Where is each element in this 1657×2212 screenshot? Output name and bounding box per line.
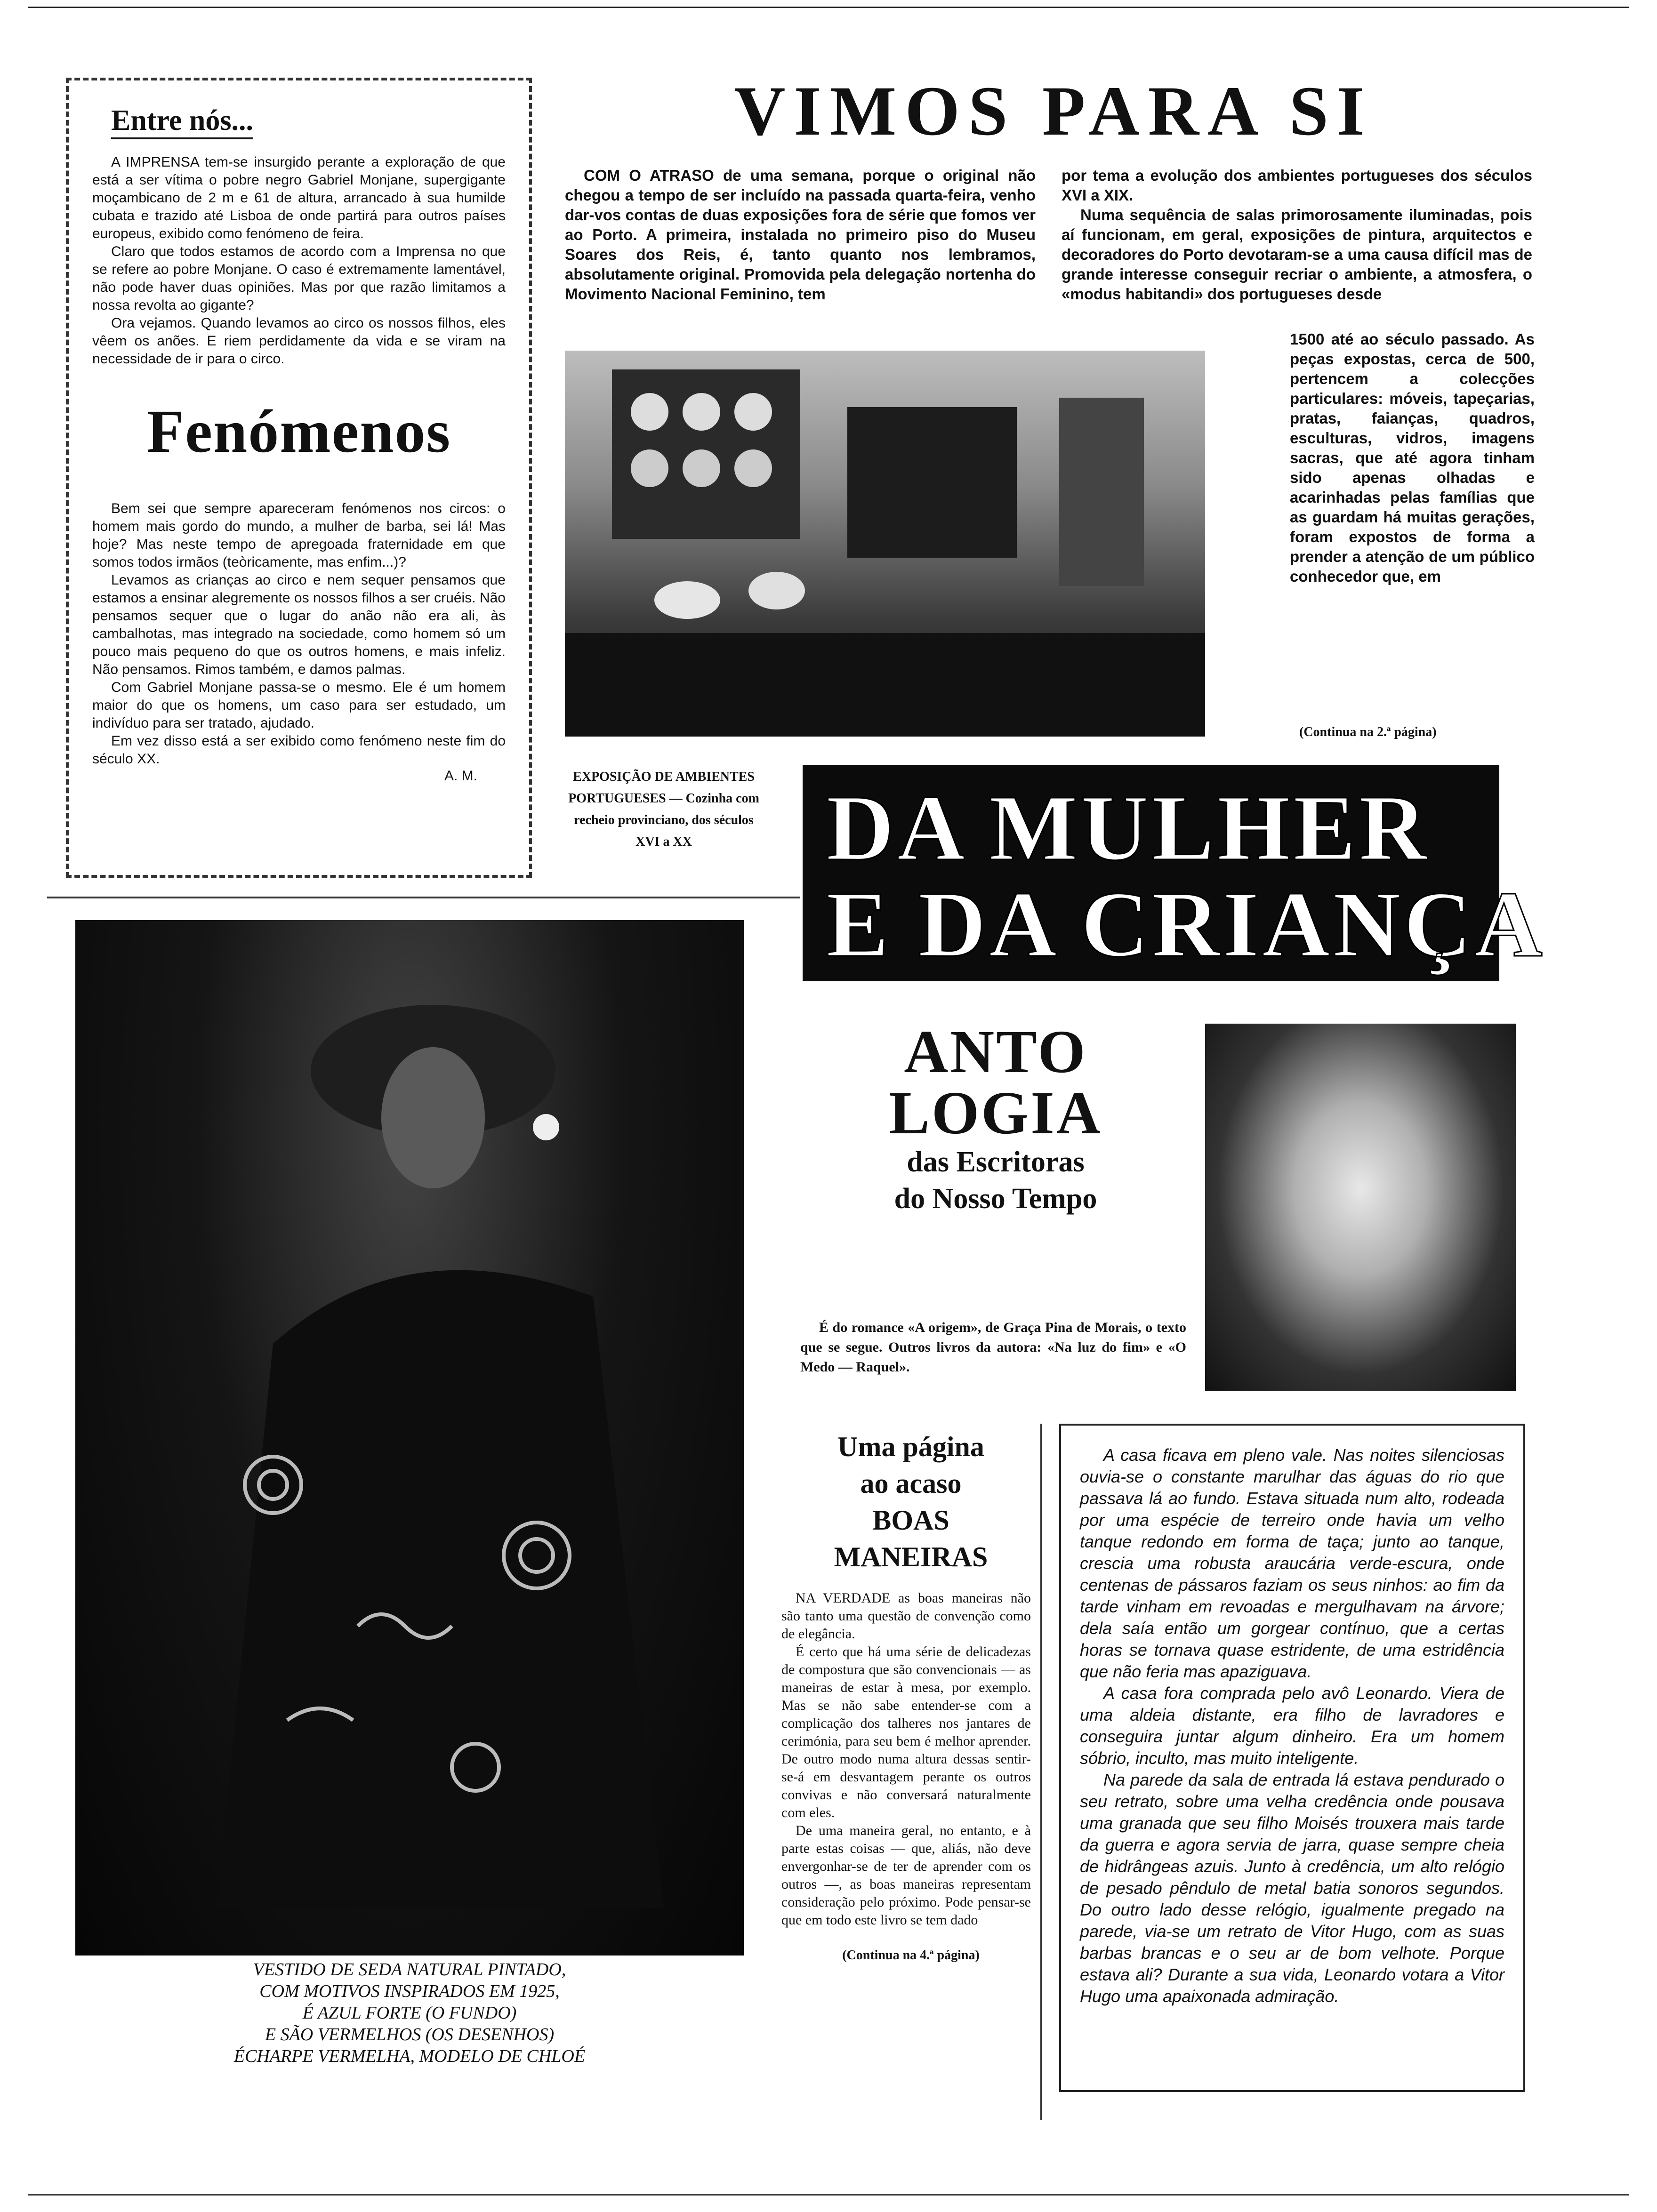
boas-maneiras-title — [781, 1428, 1040, 1575]
title-line: ao acaso — [860, 1468, 962, 1499]
banner-line-1: DA MULHER — [826, 776, 1430, 880]
paragraph: Com Gabriel Monjane passa-se o mesmo. Ele é um homem maior do que os homens, um caso para ser estudado, um indivíduo para ser tratado, ajudado. — [92, 680, 506, 731]
title-line: BOAS — [872, 1505, 949, 1536]
kitchen-illustration — [565, 351, 1205, 737]
paragraph: Numa sequência de salas primorosamente iluminadas, pois aí funcionam, em geral, exposições de pintura, arquitectos e decoradores do Porto devotaram-se a uma causa difícil mas de grande interesse conseguir recriar o ambiente, a atmosfera, o «modus habitandi» dos portugueses desde — [1062, 206, 1532, 303]
boas-maneiras-column — [781, 1424, 1042, 2120]
antologia-title-part2: LOGIA — [889, 1079, 1102, 1147]
vimos-para-si-title: VIMOS PARA SI — [734, 72, 1373, 150]
kitchen-photo-caption: EXPOSIÇÃO DE AMBIENTES PORTUGUESES — Cozinha com recheio provinciano, dos séculos XVI a XX — [568, 769, 759, 849]
fenomenos-body — [92, 500, 506, 768]
vimos-column-2-continued — [1290, 329, 1535, 586]
antologia-subtitle-1: das Escritoras — [907, 1146, 1085, 1178]
continued-note: (Continua na 2.ª página) — [1299, 725, 1437, 739]
entre-nos-box — [66, 78, 532, 878]
author-portrait-photo — [1205, 1024, 1516, 1391]
fashion-caption — [75, 1959, 744, 2067]
caption-line: VESTIDO DE SEDA NATURAL PINTADO, — [253, 1960, 566, 1980]
da-mulher-banner — [803, 765, 1545, 981]
antologia-title-part1: ANTO — [904, 1018, 1087, 1086]
antologia-heading — [800, 1018, 1191, 1217]
paragraph: A casa ficava em pleno vale. Nas noites silenciosas ouvia-se o constante marulhar das águas do rio que passava lá ao fundo. Estava situada num alto, rodeada por uma espécie de terreiro onde havia um velho tanque redondo em forma de taça; junto ao tanque, crescia uma robusta araucária verde-escura, onde centenas de pássaros faziam os seus ninhos: ao fim da tarde vinham em revoadas e mergulhavam na árvore; dela saía então um gorgear contínuo, que a certas horas se tornava quase estridente, de uma estridência que não feria mas apaziguava. — [1080, 1445, 1504, 1681]
paragraph: Claro que todos estamos de acordo com a Imprensa no que se refere ao pobre Monjane. O caso é extremamente lamentável, não pode haver duas opiniões. Mas por que razão limitamos a nossa revolta ao gigante? — [92, 244, 506, 313]
top-rule — [28, 7, 1629, 8]
paragraph: A IMPRENSA tem-se insurgido perante a exploração de que está a ser vítima o pobre negro Gabriel Monjane, supergigante moçambicano de 2 m e 61 de altura, arrancado à sua humilde cubata e trazido até Lisboa de onde partirá para outros países europeus, exibido como fenómeno de feira. — [92, 154, 506, 241]
paragraph: Em vez disso está a ser exibido como fenómeno neste fim do século XX. — [92, 733, 506, 767]
vimos-column-1 — [565, 166, 1036, 304]
paragraph: 1500 até ao século passado. As peças expostas, cerca de 500, pertencem a colecções particulares: móveis, tapeçarias, pratas, faianças, quadros, esculturas, vidros, imagens sacras, que até agora tinham sido apenas olhadas e acarinhadas pelas famílias que as guardam há muitas gerações, foram expostos de forma a prender a atenção de um público conhecedor que, em — [1290, 330, 1535, 585]
paragraph: De uma maneira geral, no entanto, e à parte estas coisas — que, aliás, não deve envergonhar-se de ter de aprender com os outros —, as boas maneiras representam consideração pelo próximo. Pode pensar-se que em todo este livro se tem dado — [781, 1823, 1031, 1928]
fashion-illustration — [75, 920, 744, 1956]
paragraph: Ora vejamos. Quando levamos ao circo os nossos filhos, eles vêem os anões. E riem perdidamente da vida e se viram na necessidade de ir para o circo. — [92, 315, 506, 367]
caption-line: COM MOTIVOS INSPIRADOS EM 1925, — [259, 1981, 560, 2001]
antologia-intro: É do romance «A origem», de Graça Pina de Morais, o texto que se segue. Outros livros da autora: «Na luz do fim» e «O Medo — Raquel». — [800, 1320, 1186, 1375]
kitchen-exhibition-photo — [565, 351, 1205, 737]
fenomenos-heading: Fenómenos — [146, 398, 451, 465]
continued-note: (Continua na 4.ª página) — [842, 1948, 980, 1963]
entre-nos-title: Entre nós... — [111, 104, 253, 139]
paragraph: É certo que há uma série de delicadezas de compostura que são convencionais — as maneiras de estar à mesa, por exemplo. Mas se não sabe entender-se com a complicação dos talheres nos jantares de cerimónia, para seu bem é melhor aprender. De outro modo numa altura dessas sentir-se-á em desvantagem perante os outros convivas e não conversará naturalmente com eles. — [781, 1644, 1031, 1820]
antologia-subtitle-2: do Nosso Tempo — [894, 1183, 1097, 1215]
bottom-rule — [28, 2194, 1629, 2196]
story-body — [1080, 1444, 1504, 2007]
boas-maneiras-body — [781, 1589, 1040, 1929]
title-line: Uma página — [837, 1431, 984, 1462]
paragraph: Levamos as crianças ao circo e nem sequer pensamos que estamos a ensinar alegremente os nossos filhos a ser cruéis. Não pensamos sequer que o lugar do anão não era ali, às cambalhotas, mas integrado na sociedade, como homem só um pouco mais pequeno do que os outros homens, e mais infeliz. Não pensamos. Rimos também, e damos palmas. — [92, 572, 506, 677]
fashion-photo — [75, 920, 744, 1956]
paragraph: Na parede da sala de entrada lá estava pendurado o seu retrato, sobre uma velha credência onde pousava uma granada que seu filho Moisés trouxera mais tarde da guerra e agora servia de jarra, quase sempre cheia de hidrângeas azuis. Junto à credência, um alto relógio de pesado pêndulo de metal batia sonoros segundos. Do outro lado desse relógio, igualmente pregado na parede, via-se um retrato de Vitor Hugo, com as suas barbas brancas e o seu ar de bom velhote. Porque estava ali? Durante a sua vida, Leonardo votara a Vitor Hugo uma apaixonada admiração. — [1080, 1770, 1504, 2006]
paragraph: A casa fora comprada pelo avô Leonardo. Viera de uma aldeia distante, era filho de lavradores e conseguira juntar algum dinheiro. Era um homem sóbrio, inculto, mas muito inteligente. — [1080, 1683, 1504, 1768]
caption-line: É AZUL FORTE (O FUNDO) — [302, 2003, 517, 2023]
section-divider — [47, 897, 800, 898]
story-excerpt-box — [1059, 1424, 1525, 2092]
banner-line-2: E DA CRIANÇA — [826, 873, 1545, 977]
paragraph: Bem sei que sempre apareceram fenómenos nos circos: o homem mais gordo do mundo, a mulher de barba, sei lá! Mas hoje? Mas neste tempo de apregoada fraternidade em que somos todos irmãos (teòricamente, mas enfim...)? — [92, 501, 506, 570]
caption-line: ÉCHARPE VERMELHA, MODELO DE CHLOÉ — [233, 2046, 586, 2066]
vimos-column-2 — [1062, 166, 1532, 304]
paragraph: NA VERDADE as boas maneiras não são tanto uma questão de convenção como de elegância. — [781, 1590, 1031, 1642]
paragraph: COM O ATRASO de uma semana, porque o original não chegou a tempo de ser incluído na passada quarta-feira, venho dar-vos contas de duas exposições fora de série que fomos ver ao Porto. A primeira, instalada no primeiro piso do Museu Soares dos Reis, é, tanto quanto nos lembramos, absolutamente original. Promovida pela delegação nortenha do Movimento Nacional Feminino, tem — [565, 167, 1036, 303]
author-signature: A. M. — [444, 768, 477, 784]
caption-line: E SÃO VERMELHOS (OS DESENHOS) — [265, 2025, 555, 2044]
title-line: MANEIRAS — [834, 1541, 988, 1572]
entre-nos-body — [92, 153, 506, 368]
paragraph: por tema a evolução dos ambientes portugueses dos séculos XVI a XIX. — [1062, 167, 1532, 204]
